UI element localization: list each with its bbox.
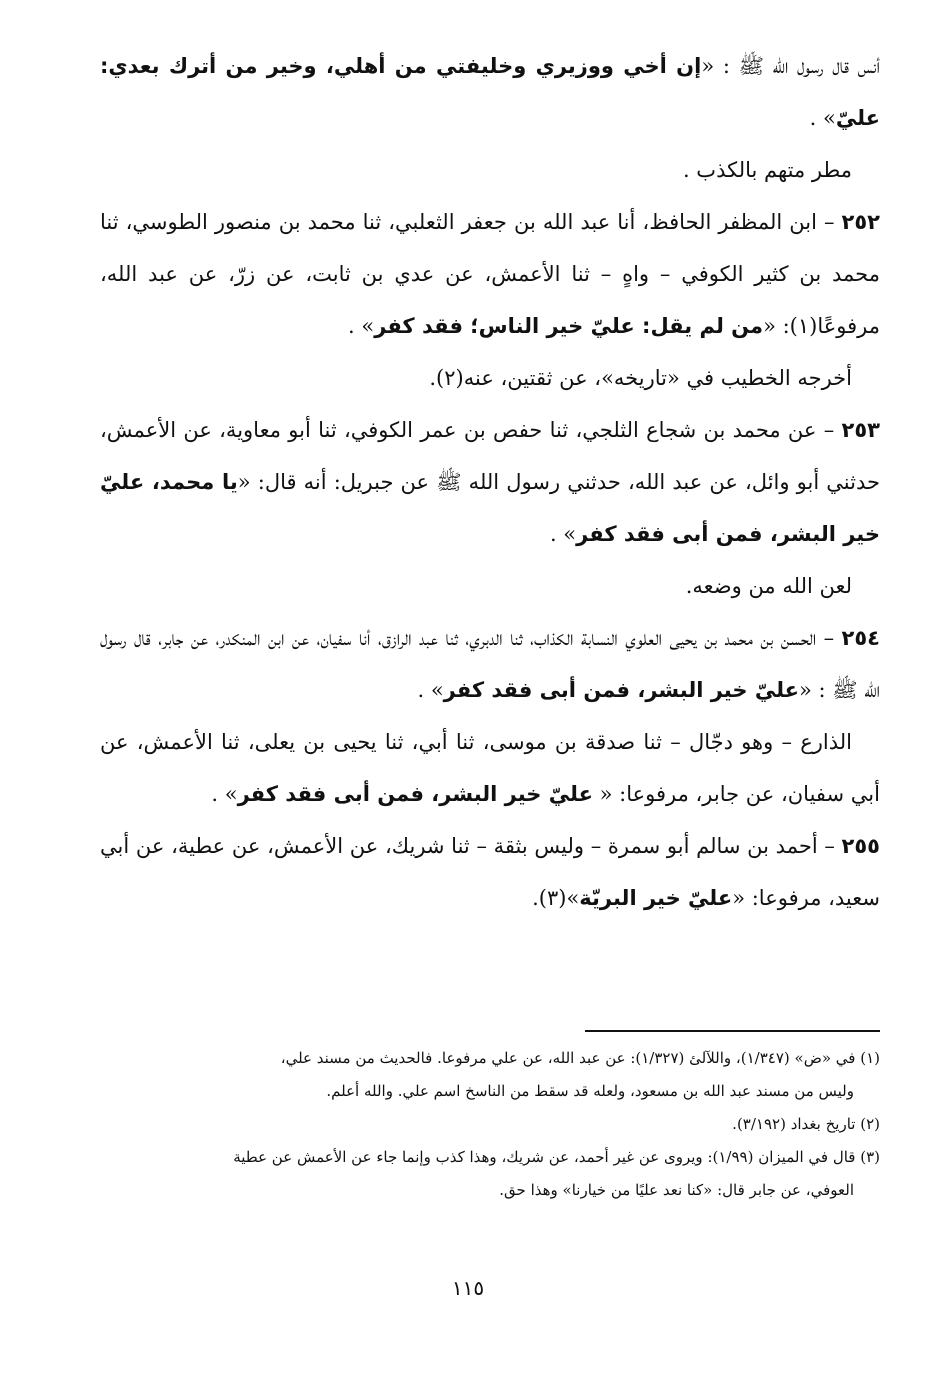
entry-number: ٢٥٥ <box>841 834 880 858</box>
narrator-note-text: مطر متهم بالكذب . <box>682 158 852 182</box>
hadith-text: عليّ خير البشر، فمن أبى فقد كفر <box>443 678 799 702</box>
hadith-entry-255 <box>100 820 880 924</box>
paragraph-tail: »(٣). <box>532 886 580 910</box>
footnote-divider <box>585 1030 880 1032</box>
hadith-text: عليّ خير البريّة <box>579 886 733 910</box>
footnote-1: (١) في «ض» (١/٣٤٧)، واللآلئ (١/٣٢٧): عن عبد الله، عن علي مرفوعا. فالحديث من مسند علي، <box>280 1049 880 1067</box>
paragraph-tail: » . <box>417 678 444 702</box>
hadith-text: إن أخي ووزيري وخليفتي من أهلي، وخير من أترك بعدي: عليّ <box>100 54 880 130</box>
paragraph-continuation <box>100 40 880 144</box>
paragraph-lead: الذارع – وهو دجّال – ثنا صدقة بن موسى، ثنا أبي، ثنا يحيى بن يعلى، ثنا الأعمش، عن أبي سفيان، عن جابر، مرفوعا: « <box>100 730 880 806</box>
footnote-2: (٢) تاريخ بغداد (٣/١٩٢). <box>732 1115 880 1133</box>
narration-variant <box>100 716 880 820</box>
footnote-3-continuation: العوفي، عن جابر قال: «كنا نعد عليًا من خيارنا» وهذا حق. <box>499 1181 854 1199</box>
paragraph-lead: – ابن المظفر الحافظ، أنا عبد الله بن جعفر الثعلبي، ثنا محمد بن منصور الطوسي، ثنا محمد بن كثير الكوفي – واهٍ – ثنا الأعمش، عن عدي بن ثابت، عن زرّ، عن عبد الله، مرفوعًا(١): « <box>100 210 880 338</box>
paragraph-lead: – أحمد بن سالم أبو سمرة – وليس بثقة – ثنا شريك، عن الأعمش، عن عطية، عن أبي سعيد، مرفوعا: « <box>100 834 880 910</box>
paragraph-lead: – الحسن بن محمد بن يحيى العلوي النسابة الكذاب، ثنا الدبري، ثنا عبد الرازق، أنا سفيان، عن ابن المنكدر، عن جابر، قال رسول الله ﷺ : « <box>100 626 880 702</box>
footnote-3: (٣) قال في الميزان (١/٩٩): ويروى عن غير أحمد، عن شريك، وهذا كذب وإنما جاء عن الأعمش عن عطية <box>233 1148 880 1166</box>
footnote-1-continuation: وليس من مسند عبد الله بن مسعود، ولعله قد سقط من الناسخ اسم علي. والله أعلم. <box>326 1082 854 1100</box>
entry-number: ٢٥٤ <box>841 626 880 650</box>
hadith-entry-252 <box>100 196 880 352</box>
hadith-text: عليّ خير البشر، فمن أبى فقد كفر <box>237 782 593 806</box>
entry-number: ٢٥٣ <box>841 418 880 442</box>
paragraph-lead: أنس قال رسول الله ﷺ : « <box>701 54 880 78</box>
judgement-note-text: لعن الله من وضعه. <box>685 574 852 598</box>
narrator-note <box>100 144 880 196</box>
main-text <box>100 40 880 924</box>
judgement-note <box>100 560 880 612</box>
hadith-text: من لم يقل: عليّ خير الناس؛ فقد كفر <box>374 314 764 338</box>
paragraph-tail: » . <box>348 314 375 338</box>
paragraph-tail: » . <box>549 522 577 546</box>
paragraph-lead: – عن محمد بن شجاع الثلجي، ثنا حفص بن عمر الكوفي، ثنا أبو معاوية، عن الأعمش، حدثني أبو وائل، عن عبد الله، حدثني رسول الله ﷺ عن جبريل: أنه قال: « <box>100 418 880 494</box>
hadith-text: يا محمد، عليّ خير البشر، فمن أبى فقد كفر <box>100 470 880 546</box>
source-note-text: أخرجه الخطيب في «تاريخه»، عن ثقتين، عنه(٢). <box>429 366 852 390</box>
entry-number: ٢٥٢ <box>841 210 880 234</box>
paragraph-tail: » . <box>211 782 238 806</box>
footnotes <box>100 1042 880 1207</box>
page-number: ١١٥ <box>451 1276 485 1300</box>
paragraph-tail: » . <box>809 106 836 130</box>
hadith-entry-253 <box>100 404 880 560</box>
source-note <box>100 352 880 404</box>
hadith-entry-254 <box>100 612 880 716</box>
